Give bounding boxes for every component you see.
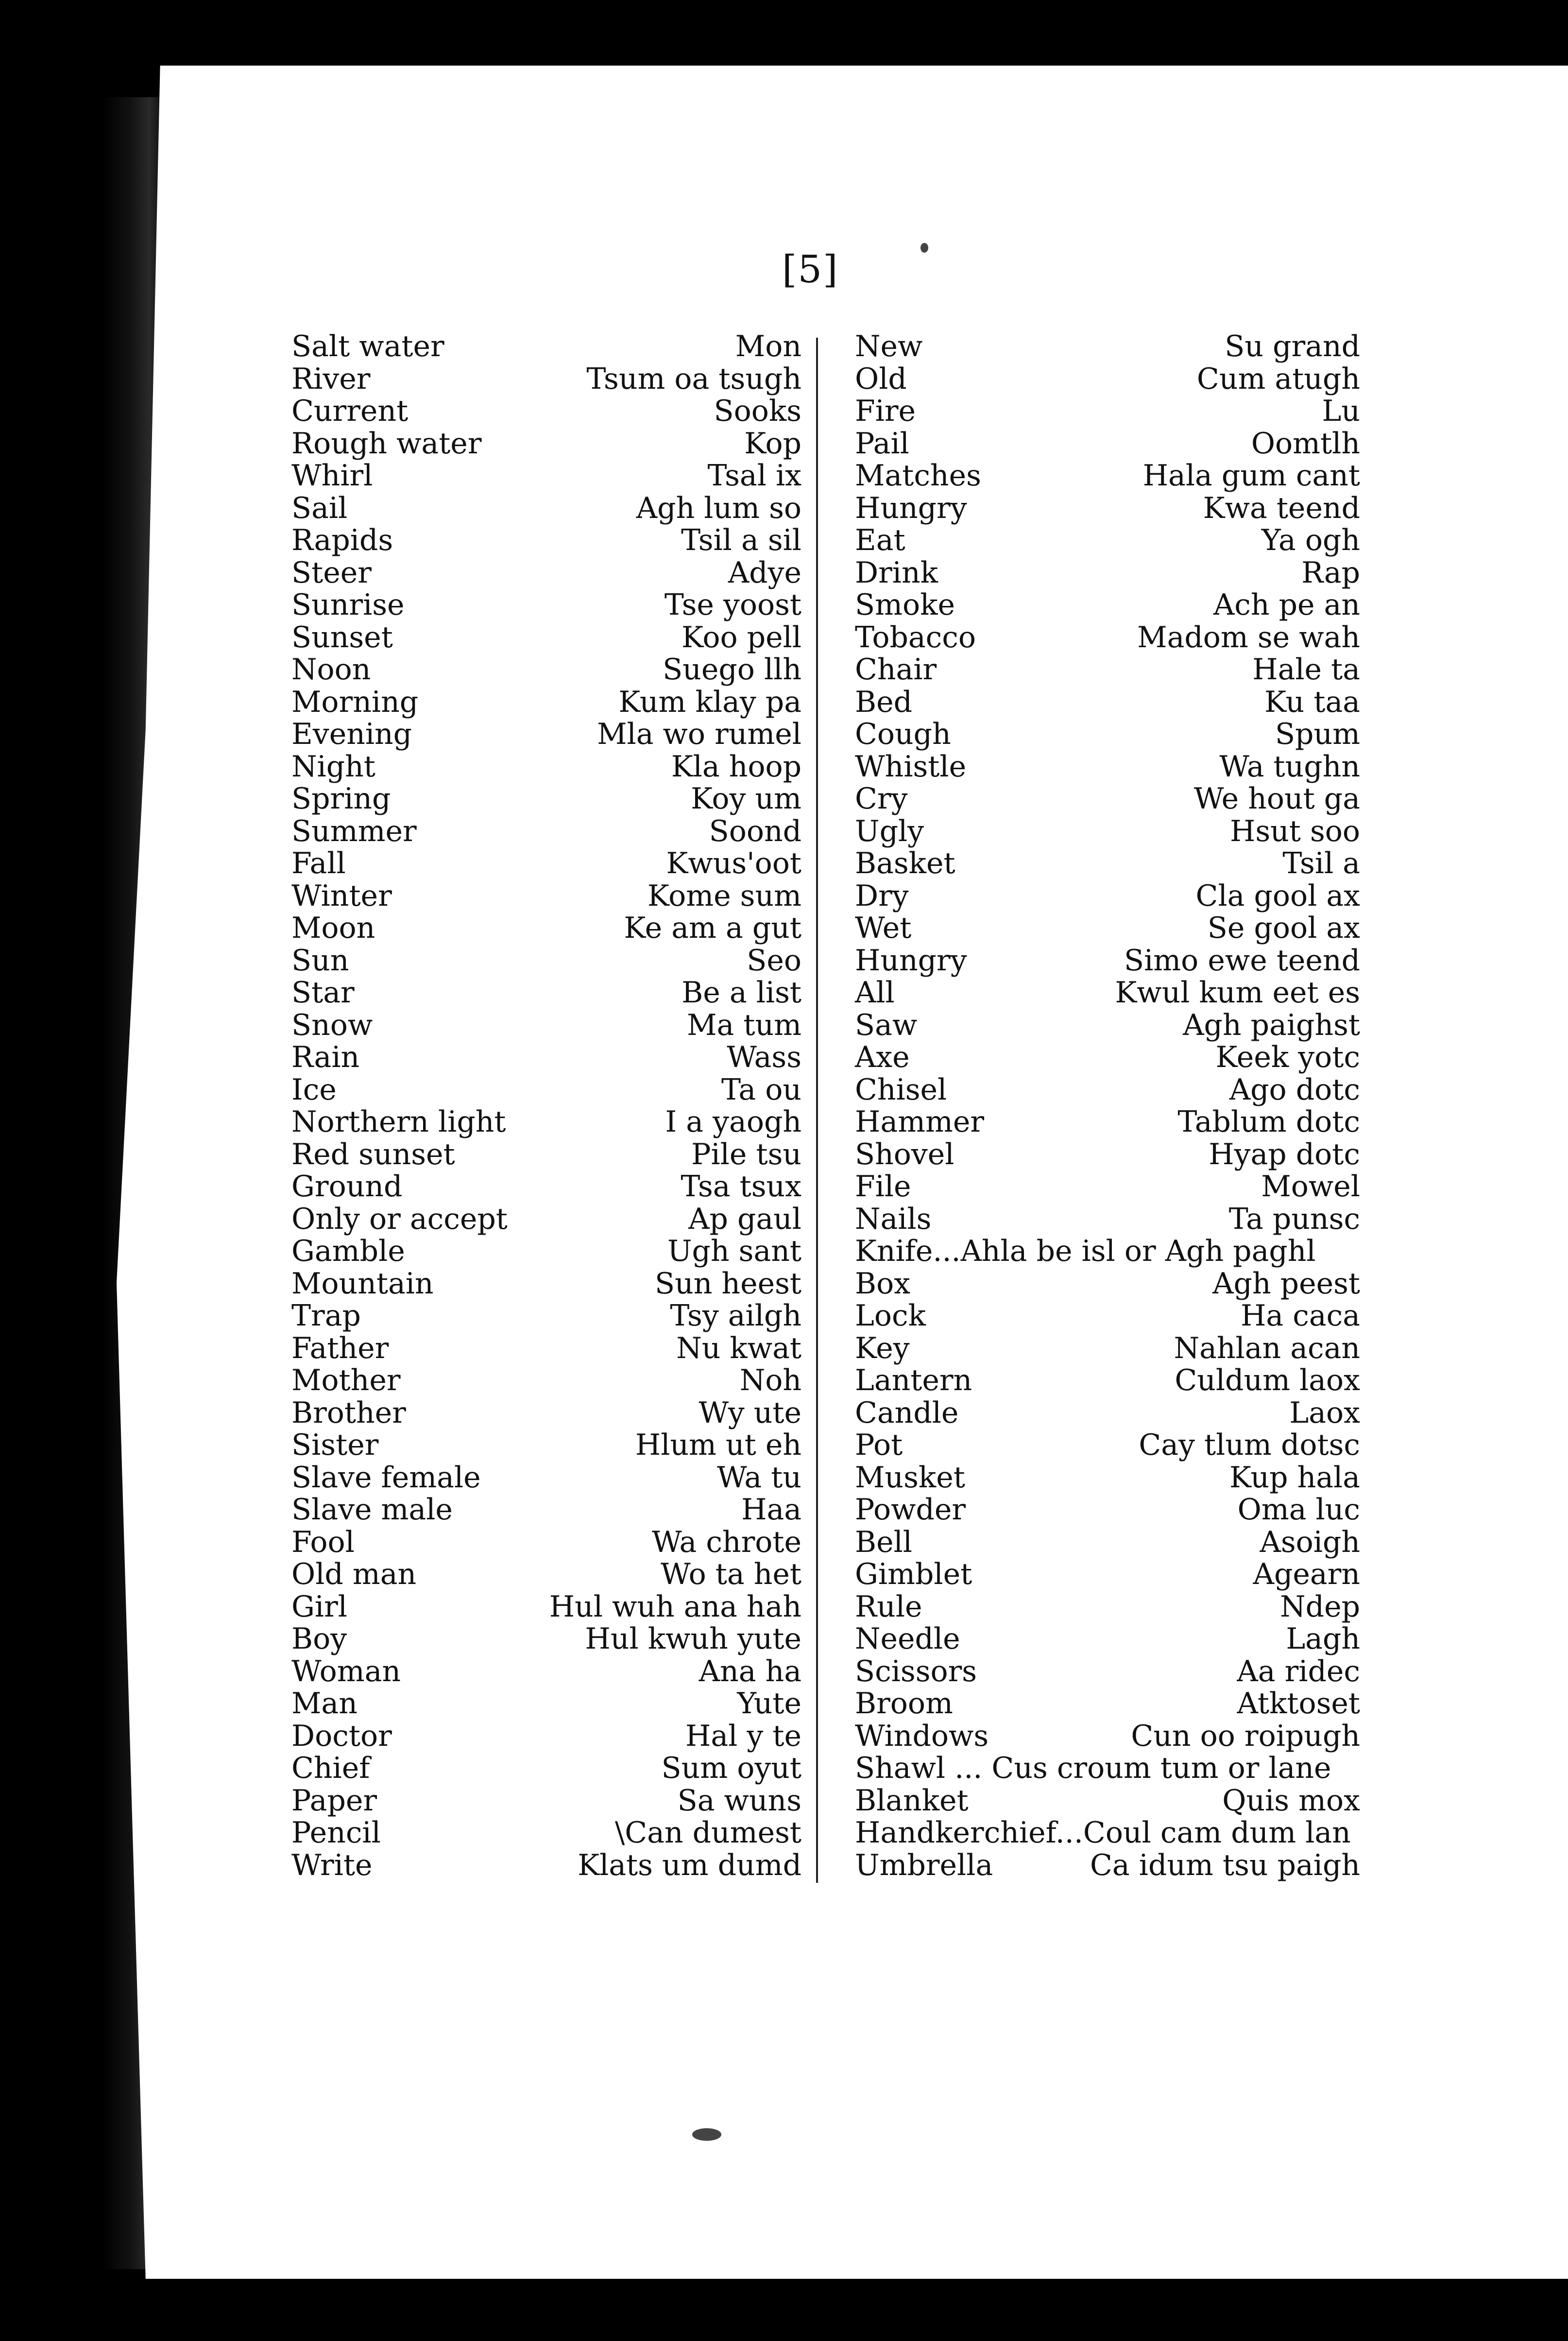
vocabulary-entry	[291, 330, 801, 363]
native-translation: Wy ute	[699, 1395, 801, 1430]
vocabulary-entry	[855, 1203, 1360, 1236]
vocabulary-entry	[291, 1041, 801, 1074]
native-translation: Spum	[1275, 717, 1360, 751]
vocabulary-entry	[291, 1558, 801, 1591]
native-translation: Hala gum cant	[1142, 459, 1360, 493]
native-translation: Atktoset	[1237, 1687, 1360, 1721]
native-translation: Hul kwuh yute	[585, 1622, 801, 1656]
vocabulary-entry	[855, 1462, 1360, 1494]
vocabulary-entry	[291, 1429, 801, 1462]
english-word: Pencil	[291, 1816, 381, 1850]
english-word: Gimblet	[855, 1557, 972, 1591]
english-word: Bed	[855, 685, 913, 719]
vocabulary-entry	[855, 1785, 1360, 1817]
native-translation: Nu kwat	[676, 1331, 801, 1365]
vocabulary-entry	[291, 1364, 801, 1397]
english-word: Rapids	[291, 523, 393, 557]
english-word: Powder	[855, 1493, 966, 1527]
native-translation: Ta punsc	[1228, 1202, 1360, 1236]
english-word: Man	[291, 1687, 358, 1721]
english-word: Pot	[855, 1428, 903, 1462]
vocabulary-entry	[855, 751, 1360, 783]
native-translation: Wa tughn	[1219, 749, 1360, 784]
english-word: Box	[855, 1266, 911, 1301]
vocabulary-entry	[855, 1591, 1360, 1623]
native-translation: Agh peest	[1212, 1266, 1360, 1301]
english-word: Paper	[291, 1783, 377, 1818]
vocabulary-entry	[855, 1009, 1360, 1042]
vocabulary-entry	[291, 1752, 801, 1785]
vocabulary-entry	[855, 1429, 1360, 1462]
vocabulary-entry	[291, 686, 801, 719]
vocabulary-entry	[855, 1170, 1360, 1203]
vocabulary-entry	[855, 1138, 1360, 1171]
native-translation: Laox	[1289, 1395, 1360, 1430]
english-word: Broom	[855, 1687, 953, 1721]
native-translation: Koy um	[691, 782, 801, 816]
native-translation: Kwul kum eet es	[1115, 976, 1360, 1010]
english-word: Gamble	[291, 1234, 405, 1268]
native-translation: Agh lum so	[636, 491, 801, 525]
english-word: Scissors	[855, 1654, 977, 1688]
native-translation: Haa	[741, 1493, 801, 1527]
vocabulary-entry	[291, 751, 801, 783]
english-word: Axe	[855, 1040, 910, 1074]
native-translation: Oma luc	[1237, 1493, 1360, 1527]
english-word: Knife...Ahla be isl or Agh paghl	[855, 1234, 1316, 1268]
vocabulary-entry	[855, 880, 1360, 912]
english-word: Father	[291, 1331, 389, 1365]
native-translation: Nahlan acan	[1174, 1331, 1360, 1365]
english-word: Noon	[291, 653, 371, 687]
english-word: Fall	[291, 846, 346, 880]
vocabulary-entry	[291, 1655, 801, 1688]
native-translation: Tsy ailgh	[670, 1299, 801, 1333]
native-translation: Kwus'oot	[666, 846, 801, 880]
native-translation: Lagh	[1286, 1622, 1360, 1656]
english-word: Nails	[855, 1202, 932, 1236]
vocabulary-entry	[855, 1849, 1360, 1882]
english-word: Sister	[291, 1428, 379, 1462]
english-word: Salt water	[291, 329, 444, 363]
english-word: Needle	[855, 1622, 960, 1656]
native-translation: Ndep	[1280, 1589, 1360, 1624]
vocabulary-entry	[855, 945, 1360, 977]
vocabulary-entry	[291, 912, 801, 945]
english-word: Current	[291, 394, 409, 428]
native-translation: Ke am a gut	[624, 911, 801, 945]
vocabulary-entry	[291, 847, 801, 880]
vocabulary-entry	[291, 977, 801, 1009]
native-translation: Ya ogh	[1261, 523, 1360, 557]
vocabulary-entry	[855, 1720, 1360, 1753]
native-translation: Cay tlum dotsc	[1139, 1428, 1360, 1462]
vocabulary-entry	[291, 1494, 801, 1526]
native-translation: Tse yoost	[664, 588, 801, 622]
native-translation: Asoigh	[1260, 1525, 1360, 1559]
english-word: Blanket	[855, 1783, 969, 1818]
native-translation: Hale ta	[1252, 653, 1360, 687]
vocabulary-entry	[291, 492, 801, 525]
native-translation: Soond	[709, 814, 801, 848]
vocabulary-entry	[855, 1235, 1360, 1268]
vocabulary-entry	[855, 621, 1360, 654]
vocabulary-entry	[291, 621, 801, 654]
native-translation: Sooks	[714, 394, 801, 428]
native-translation: Oomtlh	[1251, 426, 1360, 461]
native-translation: Wa chrote	[652, 1525, 801, 1559]
native-translation: Kop	[744, 426, 801, 461]
english-word: Rough water	[291, 426, 482, 461]
english-word: Evening	[291, 717, 412, 751]
english-word: Chief	[291, 1751, 370, 1785]
native-translation: Ugh sant	[667, 1234, 801, 1268]
left-vocabulary-column	[291, 330, 801, 1881]
vocabulary-entry	[855, 1041, 1360, 1074]
english-word: Morning	[291, 685, 419, 719]
vocabulary-entry	[291, 363, 801, 396]
vocabulary-entry	[855, 1332, 1360, 1365]
english-word: Snow	[291, 1008, 373, 1042]
native-translation: Su grand	[1225, 329, 1360, 363]
native-translation: Wa tu	[716, 1460, 801, 1495]
native-translation: Ana ha	[699, 1654, 801, 1688]
native-translation: Ta ou	[721, 1072, 801, 1107]
native-translation: Tsil a	[1282, 846, 1360, 880]
native-translation: Mon	[735, 329, 801, 363]
english-word: Windows	[855, 1719, 989, 1753]
english-word: Rain	[291, 1040, 360, 1074]
vocabulary-entry	[855, 1526, 1360, 1559]
english-word: Rule	[855, 1589, 922, 1624]
vocabulary-entry	[291, 1106, 801, 1138]
english-word: Sunset	[291, 620, 393, 654]
english-word: Moon	[291, 911, 375, 945]
english-word: Woman	[291, 1654, 401, 1688]
native-translation: Yute	[737, 1687, 801, 1721]
vocabulary-entry	[855, 1494, 1360, 1526]
vocabulary-entry	[291, 880, 801, 912]
english-word: Dry	[855, 878, 909, 913]
native-translation: Kup hala	[1229, 1460, 1360, 1495]
native-translation: Ca idum tsu paigh	[1090, 1848, 1360, 1882]
page-number: [5]	[782, 248, 839, 292]
native-translation: Tsum oa tsugh	[586, 361, 801, 396]
vocabulary-entry	[291, 557, 801, 589]
english-word: Bell	[855, 1525, 912, 1559]
native-translation: Agearn	[1253, 1557, 1360, 1591]
vocabulary-entry	[855, 1623, 1360, 1655]
vocabulary-entry	[855, 557, 1360, 589]
native-translation: Mowel	[1261, 1170, 1360, 1204]
english-word: New	[855, 329, 923, 363]
vocabulary-entry	[291, 1687, 801, 1720]
english-word: Hungry	[855, 943, 967, 978]
native-translation: Noh	[739, 1363, 801, 1397]
english-word: Trap	[291, 1299, 361, 1333]
native-translation: Seo	[747, 943, 801, 978]
vocabulary-entry	[855, 1300, 1360, 1332]
vocabulary-entry	[291, 1720, 801, 1753]
native-translation: Sum oyut	[661, 1751, 801, 1785]
vocabulary-entry	[291, 1138, 801, 1171]
english-word: Drink	[855, 555, 938, 590]
vocabulary-entry	[291, 1462, 801, 1494]
vocabulary-entry	[291, 1591, 801, 1623]
vocabulary-entry	[855, 977, 1360, 1009]
native-translation: Cun oo roipugh	[1131, 1719, 1360, 1753]
vocabulary-entry	[291, 815, 801, 848]
vocabulary-entry	[291, 1170, 801, 1203]
english-word: Handkerchief...Coul cam dum lan	[855, 1816, 1351, 1850]
native-translation: Kum klay pa	[618, 685, 801, 719]
english-word: Old	[855, 361, 907, 396]
native-translation: Rap	[1301, 555, 1360, 590]
english-word: Lock	[855, 1299, 926, 1333]
native-translation: Hlum ut eh	[635, 1428, 801, 1462]
native-translation: Kome sum	[647, 878, 801, 913]
vocabulary-entry	[855, 1074, 1360, 1106]
english-word: Steer	[291, 555, 372, 590]
vocabulary-entry	[855, 363, 1360, 396]
native-translation: Ago dotc	[1229, 1072, 1360, 1107]
native-translation: Suego llh	[663, 653, 801, 687]
english-word: Eat	[855, 523, 905, 557]
native-translation: Madom se wah	[1137, 620, 1360, 654]
english-word: Red sunset	[291, 1137, 455, 1171]
vocabulary-entry	[855, 492, 1360, 525]
native-translation: Ma tum	[687, 1008, 801, 1042]
english-word: Mountain	[291, 1266, 434, 1301]
vocabulary-entry	[291, 1332, 801, 1365]
native-translation: Klats um dumd	[578, 1848, 801, 1882]
english-word: Mother	[291, 1363, 401, 1397]
english-word: Chair	[855, 653, 937, 687]
vocabulary-entry	[855, 1817, 1360, 1849]
english-word: Whirl	[291, 459, 373, 493]
vocabulary-entry	[855, 1364, 1360, 1397]
native-translation: Hyap dotc	[1209, 1137, 1360, 1171]
vocabulary-entry	[291, 1623, 801, 1655]
vocabulary-entry	[291, 428, 801, 460]
english-word: Matches	[855, 459, 981, 493]
english-word: Smoke	[855, 588, 955, 622]
native-translation: Tsal ix	[707, 459, 801, 493]
native-translation: \Can dumest	[615, 1816, 801, 1850]
vocabulary-entry	[855, 718, 1360, 751]
english-word: Shawl ... Cus croum tum or lane	[855, 1751, 1331, 1785]
english-word: Key	[855, 1331, 910, 1365]
english-word: Wet	[855, 911, 912, 945]
vocabulary-entry	[291, 1074, 801, 1106]
native-translation: Culdum laox	[1175, 1363, 1360, 1397]
native-translation: Pile tsu	[691, 1137, 801, 1171]
vocabulary-entry	[291, 1268, 801, 1300]
english-word: Slave female	[291, 1460, 481, 1495]
vocabulary-entry	[855, 1752, 1360, 1785]
vocabulary-entry	[855, 1268, 1360, 1300]
native-translation: Adye	[728, 555, 801, 590]
english-word: Girl	[291, 1589, 347, 1624]
ink-fleck	[692, 2128, 721, 2141]
vocabulary-entry	[855, 1655, 1360, 1688]
native-translation: Sa wuns	[677, 1783, 801, 1818]
native-translation: I a yaogh	[665, 1105, 801, 1139]
english-word: Ice	[291, 1072, 337, 1107]
native-translation: Cla gool ax	[1195, 878, 1360, 913]
english-word: Only or accept	[291, 1202, 508, 1236]
native-translation: We hout ga	[1193, 782, 1360, 816]
english-word: Fire	[855, 394, 916, 428]
native-translation: Kla hoop	[671, 749, 801, 784]
vocabulary-entry	[291, 1397, 801, 1429]
native-translation: Sun heest	[654, 1266, 801, 1301]
vocabulary-entry	[291, 1849, 801, 1882]
vocabulary-entry	[855, 1558, 1360, 1591]
native-translation: Aa ridec	[1237, 1654, 1360, 1688]
english-word: Sunrise	[291, 588, 405, 622]
vocabulary-entry	[291, 1526, 801, 1559]
english-word: Ugly	[855, 814, 924, 848]
english-word: Star	[291, 976, 355, 1010]
english-word: Candle	[855, 1395, 959, 1430]
vocabulary-entry	[291, 1817, 801, 1849]
english-word: Doctor	[291, 1719, 392, 1753]
vocabulary-entry	[291, 945, 801, 977]
vocabulary-entry	[855, 330, 1360, 363]
vocabulary-entry	[291, 1300, 801, 1332]
english-word: Ground	[291, 1170, 403, 1204]
vocabulary-entry	[291, 783, 801, 815]
english-word: Hammer	[855, 1105, 985, 1139]
native-translation: Hul wuh ana hah	[549, 1589, 801, 1624]
native-translation: Ha caca	[1241, 1299, 1360, 1333]
native-translation: Tsil a sil	[681, 523, 801, 557]
native-translation: Se gool ax	[1207, 911, 1360, 945]
english-word: Hungry	[855, 491, 967, 525]
english-word: Spring	[291, 782, 391, 816]
english-word: Sun	[291, 943, 349, 978]
vocabulary-entry	[855, 524, 1360, 557]
english-word: Winter	[291, 878, 392, 913]
vocabulary-entry	[291, 460, 801, 492]
english-word: Saw	[855, 1008, 918, 1042]
native-translation: Cum atugh	[1196, 361, 1360, 396]
vocabulary-entry	[855, 428, 1360, 460]
english-word: Summer	[291, 814, 417, 848]
english-word: Sail	[291, 491, 348, 525]
vocabulary-entry	[855, 589, 1360, 621]
english-word: Tobacco	[855, 620, 976, 654]
column-divider	[816, 338, 818, 1883]
vocabulary-entry	[855, 1687, 1360, 1720]
english-word: Write	[291, 1848, 373, 1882]
native-translation: Keek yotc	[1215, 1040, 1360, 1074]
vocabulary-entry	[855, 654, 1360, 686]
ink-fleck	[920, 243, 928, 253]
english-word: River	[291, 361, 371, 396]
english-word: Shovel	[855, 1137, 954, 1171]
vocabulary-entry	[291, 524, 801, 557]
native-translation: Ach pe an	[1213, 588, 1360, 622]
english-word: Cry	[855, 782, 908, 816]
vocabulary-entry	[855, 395, 1360, 428]
english-word: All	[855, 976, 895, 1010]
native-translation: Be a list	[682, 976, 801, 1010]
vocabulary-entry	[291, 1235, 801, 1268]
english-word: Fool	[291, 1525, 355, 1559]
vocabulary-entry	[855, 815, 1360, 848]
english-word: Whistle	[855, 749, 967, 784]
english-word: Night	[291, 749, 375, 784]
native-translation: Lu	[1322, 394, 1360, 428]
english-word: Basket	[855, 846, 955, 880]
native-translation: Hal y te	[685, 1719, 801, 1753]
english-word: Cough	[855, 717, 951, 751]
vocabulary-entry	[291, 395, 801, 428]
vocabulary-entry	[291, 1203, 801, 1236]
native-translation: Tsa tsux	[681, 1170, 801, 1204]
vocabulary-entry	[855, 912, 1360, 945]
vocabulary-entry	[291, 1009, 801, 1042]
vocabulary-entry	[291, 654, 801, 686]
english-word: Umbrella	[855, 1848, 993, 1882]
right-vocabulary-column	[855, 330, 1360, 1881]
vocabulary-entry	[855, 783, 1360, 815]
native-translation: Koo pell	[682, 620, 801, 654]
native-translation: Agh paighst	[1183, 1008, 1360, 1042]
english-word: Pail	[855, 426, 909, 461]
english-word: Old man	[291, 1557, 417, 1591]
english-word: Chisel	[855, 1072, 947, 1107]
english-word: Boy	[291, 1622, 347, 1656]
english-word: Northern light	[291, 1105, 506, 1139]
native-translation: Kwa teend	[1203, 491, 1360, 525]
native-translation: Quis mox	[1222, 1783, 1360, 1818]
native-translation: Wass	[727, 1040, 801, 1074]
english-word: File	[855, 1170, 911, 1204]
vocabulary-entry	[855, 847, 1360, 880]
vocabulary-entry	[291, 589, 801, 621]
vocabulary-entry	[855, 686, 1360, 719]
vocabulary-entry	[855, 460, 1360, 492]
native-translation: Wo ta het	[660, 1557, 801, 1591]
vocabulary-entry	[855, 1397, 1360, 1429]
english-word: Slave male	[291, 1493, 453, 1527]
english-word: Musket	[855, 1460, 965, 1495]
vocabulary-entry	[855, 1106, 1360, 1138]
native-translation: Mla wo rumel	[597, 717, 801, 751]
vocabulary-entry	[291, 1785, 801, 1817]
vocabulary-entry	[291, 718, 801, 751]
english-word: Lantern	[855, 1363, 972, 1397]
native-translation: Hsut soo	[1230, 814, 1360, 848]
native-translation: Tablum dotc	[1177, 1105, 1360, 1139]
english-word: Brother	[291, 1395, 406, 1430]
native-translation: Ap gaul	[688, 1202, 801, 1236]
native-translation: Ku taa	[1264, 685, 1360, 719]
native-translation: Simo ewe teend	[1124, 943, 1360, 978]
